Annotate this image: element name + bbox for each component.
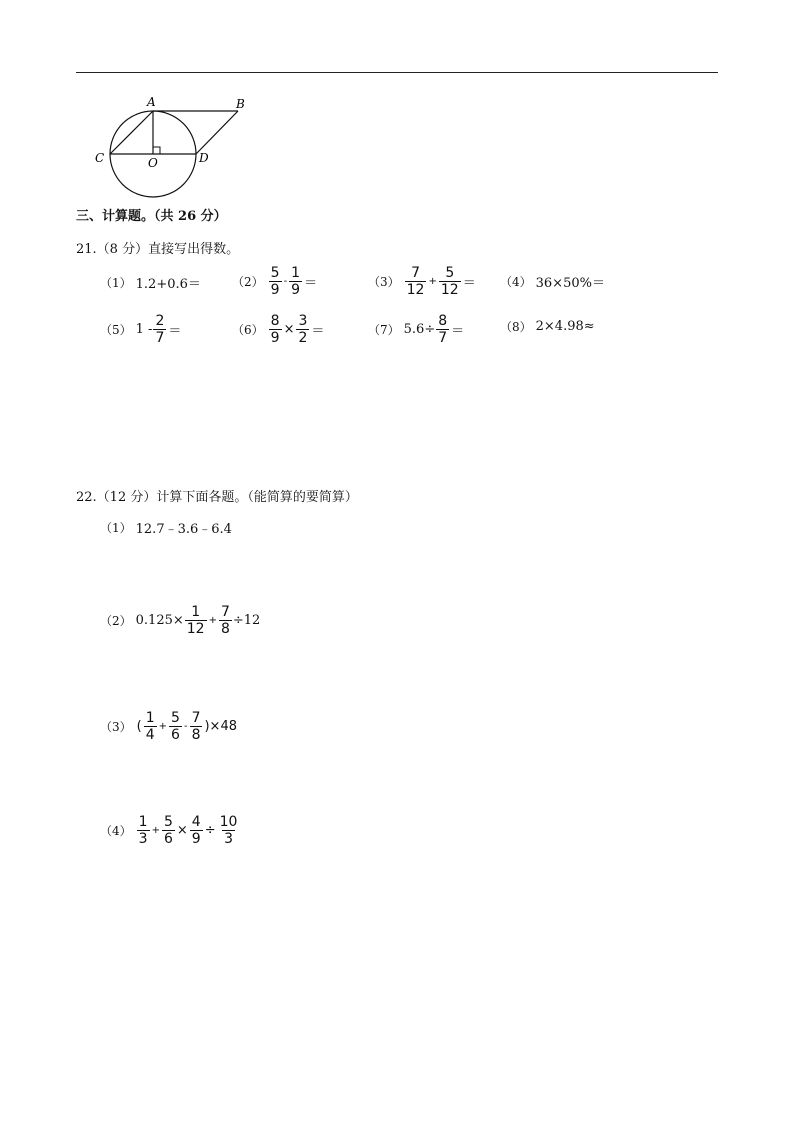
- fraction: $\frac{2}{7}$: [155, 313, 165, 346]
- fraction: $\frac{1}{9}$: [291, 265, 301, 298]
- section-title: 三、计算题。（共 26 分）: [76, 209, 227, 224]
- fraction: $\frac{1}{4}$: [145, 710, 155, 743]
- label-o: O: [148, 156, 158, 170]
- label-d: D: [199, 151, 209, 165]
- fraction: $\frac{3}{2}$: [298, 313, 308, 346]
- fraction: $\frac{5}{6}$: [171, 710, 180, 743]
- q22-item-4: （4） $\frac{1}{3}$ + $\frac{5}{6}$ × $\frac{4}{9}$ ÷ $\frac{10}{3}$: [100, 814, 238, 847]
- fraction: $\frac{8}{9}$: [270, 313, 280, 346]
- q21-item-1: （1） 1.2+0.6＝: [100, 276, 201, 292]
- fraction: $\frac{5}{6}$: [163, 814, 173, 847]
- circle-tangent-figure: [90, 92, 260, 202]
- q21-title: 21.（8 分）直接写出得数。: [76, 242, 240, 257]
- q21-item-6: （6） $\frac{8}{9}$ × $\frac{3}{2}$ ＝: [232, 313, 325, 346]
- fraction: $\frac{1}{12}$: [186, 604, 205, 637]
- fraction: $\frac{7}{12}$: [406, 265, 425, 298]
- right-angle-mark: [153, 147, 160, 154]
- fraction: $\frac{5}{12}$: [440, 265, 459, 298]
- q21-item-3: （3） $\frac{7}{12}$ + $\frac{5}{12}$ ＝: [368, 265, 476, 298]
- fraction: $\frac{5}{9}$: [270, 265, 280, 298]
- fraction: $\frac{7}{8}$: [191, 710, 201, 743]
- q21-item-2: （2） $\frac{5}{9}$ - $\frac{1}{9}$ ＝: [232, 265, 318, 298]
- segment-bd: [196, 111, 238, 154]
- fraction: $\frac{10}{3}$: [219, 814, 238, 847]
- q22-item-2: （2） 0.125× $\frac{1}{12}$ + $\frac{7}{8}$ ÷12: [100, 604, 261, 637]
- label-c: C: [95, 151, 105, 165]
- q21-item-8: （8） 2×4.98≈: [500, 319, 595, 334]
- fraction: $\frac{8}{7}$: [438, 313, 448, 346]
- q22-title: 22.（12 分）计算下面各题。（能简算的要简算）: [76, 490, 358, 505]
- q22-item-3: （3） ( $\frac{1}{4}$ + $\frac{5}{6}$ - $\frac{7}{8}$ )×48: [100, 710, 237, 743]
- label-a: A: [147, 95, 156, 109]
- fraction: $\frac{4}{9}$: [191, 814, 201, 847]
- q21-item-4: （4） 36×50%＝: [500, 275, 605, 291]
- label-b: B: [236, 97, 245, 111]
- fraction: $\frac{7}{8}$: [220, 604, 230, 637]
- q21-item-5: （5） 1 - $\frac{2}{7}$ ＝: [100, 313, 182, 346]
- header-rule: [76, 72, 718, 73]
- q21-item-7: （7） 5.6÷ $\frac{8}{7}$ ＝: [368, 313, 465, 346]
- fraction: $\frac{1}{3}$: [138, 814, 148, 847]
- q22-item-1: （1） 12.7﹣3.6﹣6.4: [100, 521, 232, 537]
